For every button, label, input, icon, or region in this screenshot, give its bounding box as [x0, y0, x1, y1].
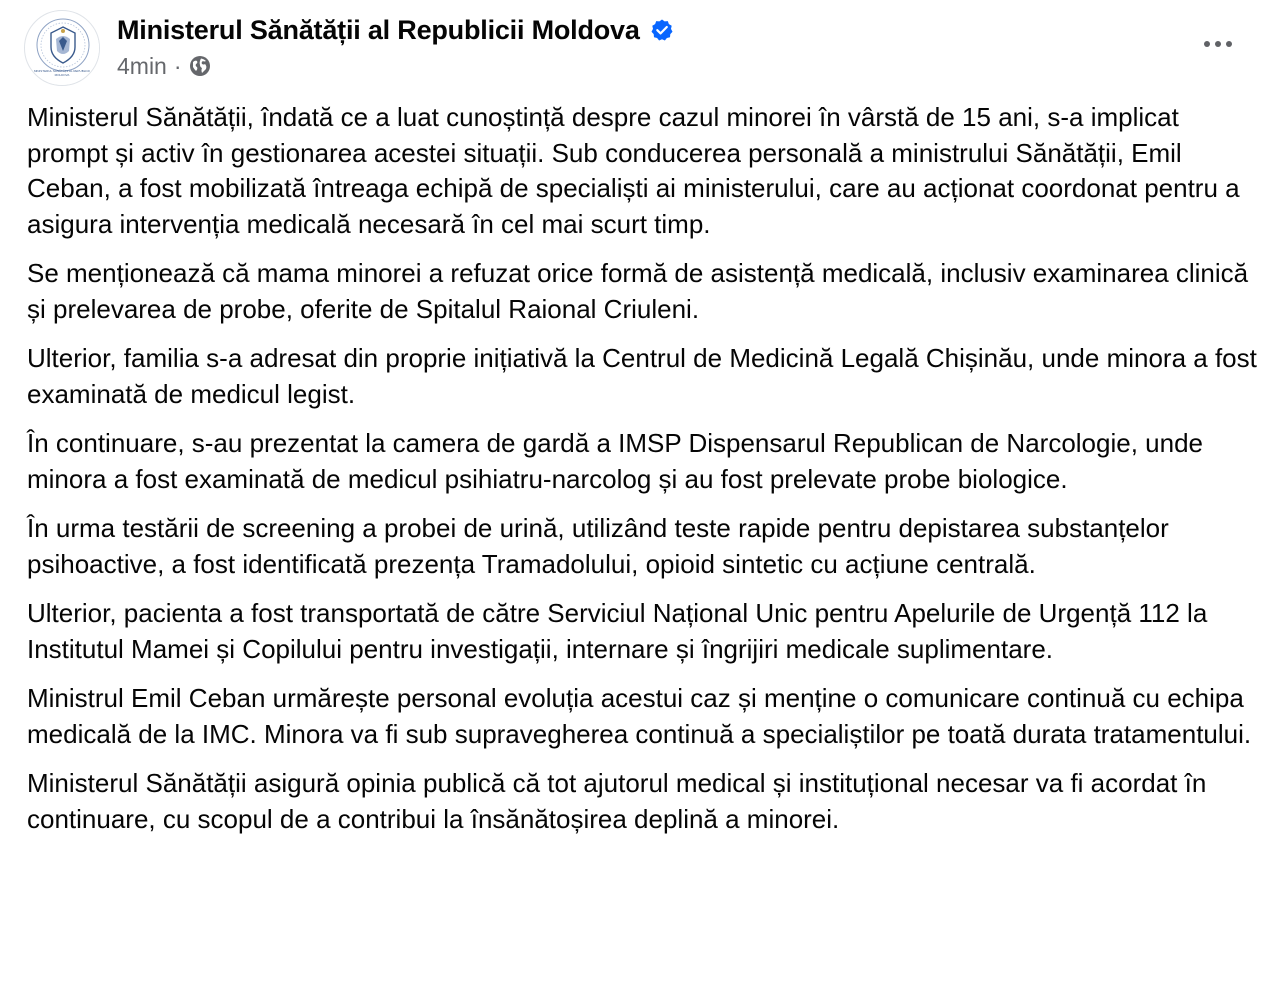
meta-separator: · — [173, 52, 182, 79]
post-paragraph: În continuare, s-au prezentat la camera de gardă a IMSP Dispensarul Republican de Narcologie, unde minora a fost examinată de medicul psihiatru-narcolog și au fost prelevate probe biologice. — [27, 428, 1203, 494]
post-paragraph: Ulterior, familia s-a adresat din proprie inițiativă la Centrul de Medicină Legală Chișinău, unde minora a fost examinată de medicul legist. — [27, 343, 1257, 409]
page-name-row — [117, 12, 674, 48]
post-paragraph: Ministrul Emil Ceban urmărește personal evoluția acestui caz și menține o comunicare continuă cu echipa medicală de la IMC. Minora va fi sub supravegherea continuă a specialiștilor pe toată durata tratamentului. — [27, 683, 1252, 749]
verified-badge-icon — [650, 18, 674, 42]
post-meta — [117, 51, 211, 81]
globe-icon[interactable] — [189, 55, 211, 77]
post-header — [0, 0, 1280, 96]
post-paragraph: Ulterior, pacienta a fost transportată de către Serviciul Național Unic pentru Apelurile de Urgență 112 la Institutul Mamei și Copilului pentru investigații, internare și îngrijiri medicale suplimentare. — [27, 598, 1208, 664]
post-timestamp[interactable]: 4min — [117, 52, 167, 79]
more-options-icon — [1226, 41, 1232, 47]
post-body — [27, 100, 1262, 851]
page-avatar[interactable] — [24, 10, 100, 86]
more-options-button[interactable] — [1192, 24, 1244, 64]
page-name-link[interactable]: Ministerul Sănătății al Republicii Moldova — [117, 14, 640, 45]
post-paragraph: Se menționează că mama minorei a refuzat orice formă de asistență medicală, inclusiv examinarea clinică și prelevarea de probe, oferite de Spitalul Raional Criuleni. — [27, 258, 1249, 324]
post-paragraph: În urma testării de screening a probei de urină, utilizând teste rapide pentru depistarea substanțelor psihoactive, a fost identificată prezența Tramadolului, opioid sintetic cu acțiune centrală. — [27, 513, 1169, 579]
post-paragraph: Ministerul Sănătății asigură opinia publică că tot ajutorul medical și instituțional necesar va fi acordat în continuare, cu scopul de a contribui la însănătoșirea deplină a minorei. — [27, 768, 1207, 834]
avatar-caption: MINISTERUL SĂNĂTĂȚII AL REPUBLICII MOLDOVA — [33, 69, 91, 77]
post-paragraph: Ministerul Sănătății, îndată ce a luat cunoștință despre cazul minorei în vârstă de 15 ani, s-a implicat prompt și activ în gestionarea acestei situații. Sub conducerea personală a ministrului Sănătății, Emil Ceban, a fost mobilizată întreaga echipă de specialiști ai ministerului, care au acționat coordonat pentru a asigura intervenția medicală necesară în cel mai scurt timp. — [27, 102, 1240, 239]
more-options-icon — [1215, 41, 1221, 47]
more-options-icon — [1204, 41, 1210, 47]
